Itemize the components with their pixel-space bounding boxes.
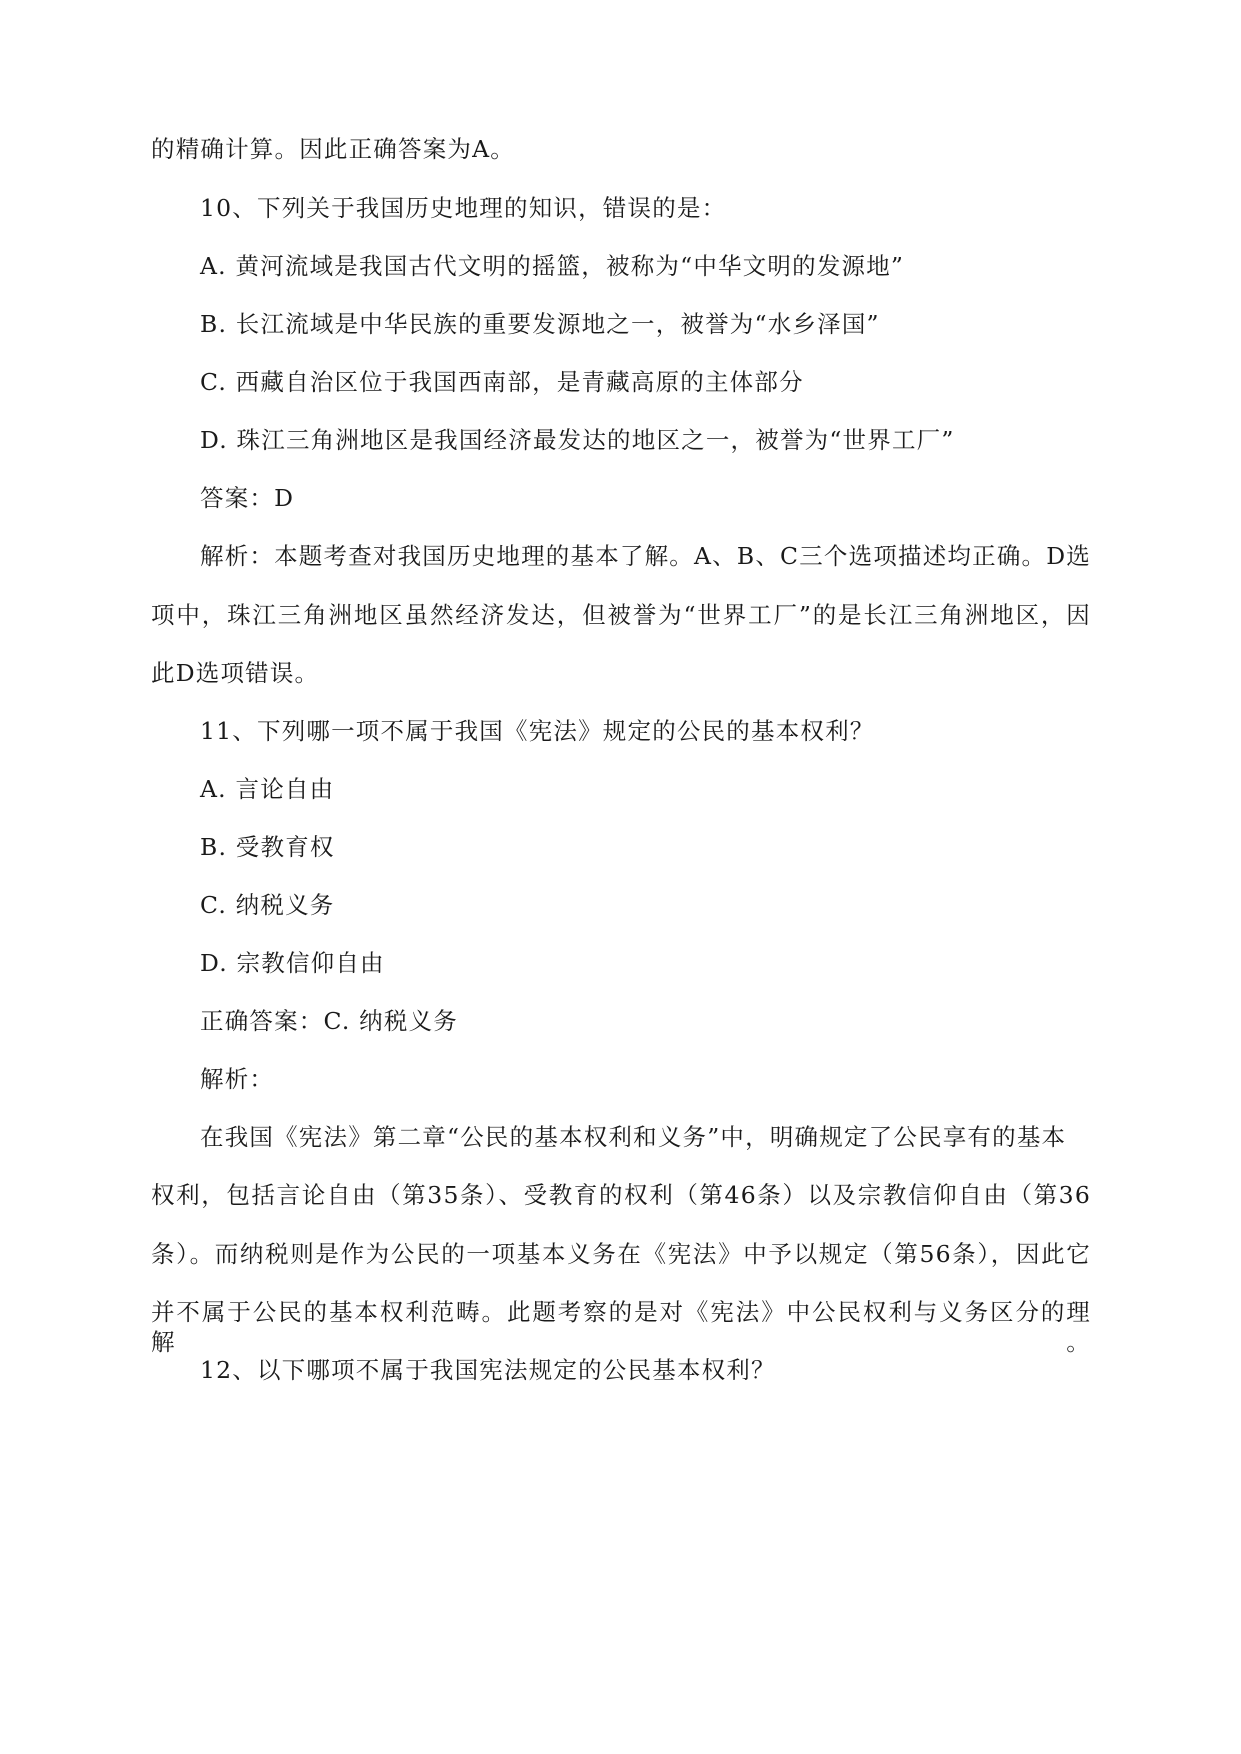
question-11-option-b: B. 受教育权 (200, 833, 335, 861)
question-10-explanation-line: 此D选项错误。 (151, 659, 320, 687)
question-11-answer: 正确答案：C. 纳税义务 (200, 1007, 458, 1035)
question-10-option-d: D. 珠江三角洲地区是我国经济最发达的地区之一，被誉为“世界工厂” (200, 426, 955, 454)
question-11-option-d: D. 宗教信仰自由 (200, 949, 385, 977)
question-11-explanation-heading: 解析： (200, 1065, 275, 1093)
question-11-explanation-line: 在我国《宪法》第二章“公民的基本权利和义务”中，明确规定了公民享有的基本 (200, 1123, 1067, 1151)
question-10-option-b: B. 长江流域是中华民族的重要发源地之一，被誉为“水乡泽国” (200, 310, 880, 338)
question-10-option-a: A. 黄河流域是我国古代文明的摇篮，被称为“中华文明的发源地” (200, 252, 905, 280)
question-11-explanation-line: 权利，包括言论自由（第35条）、受教育的权利（第46条）以及宗教信仰自由（第36 (151, 1181, 1091, 1209)
question-11-option-c: C. 纳税义务 (200, 891, 335, 919)
question-10-stem: 10、下列关于我国历史地理的知识，错误的是： (200, 194, 727, 222)
question-10-answer: 答案：D (200, 484, 295, 512)
question-10-explanation-line: 解析：本题考查对我国历史地理的基本了解。A、B、C三个选项描述均正确。D选 (200, 542, 1091, 570)
question-11-option-a: A. 言论自由 (200, 775, 335, 803)
question-11-explanation-line: 并不属于公民的基本权利范畴。此题考察的是对《宪法》中公民权利与义务区分的理解。 (151, 1298, 1091, 1356)
question-12-stem: 12、以下哪项不属于我国宪法规定的公民基本权利？ (200, 1356, 776, 1384)
question-10-option-c: C. 西藏自治区位于我国西南部，是青藏高原的主体部分 (200, 368, 804, 396)
question-10-explanation-line: 项中，珠江三角洲地区虽然经济发达，但被誉为“世界工厂”的是长江三角洲地区，因 (151, 601, 1091, 629)
text-line: 的精确计算。因此正确答案为A。 (151, 135, 515, 163)
question-11-stem: 11、下列哪一项不属于我国《宪法》规定的公民的基本权利？ (200, 717, 875, 745)
question-11-explanation-line: 条）。而纳税则是作为公民的一项基本义务在《宪法》中予以规定（第56条），因此它 (151, 1240, 1091, 1268)
